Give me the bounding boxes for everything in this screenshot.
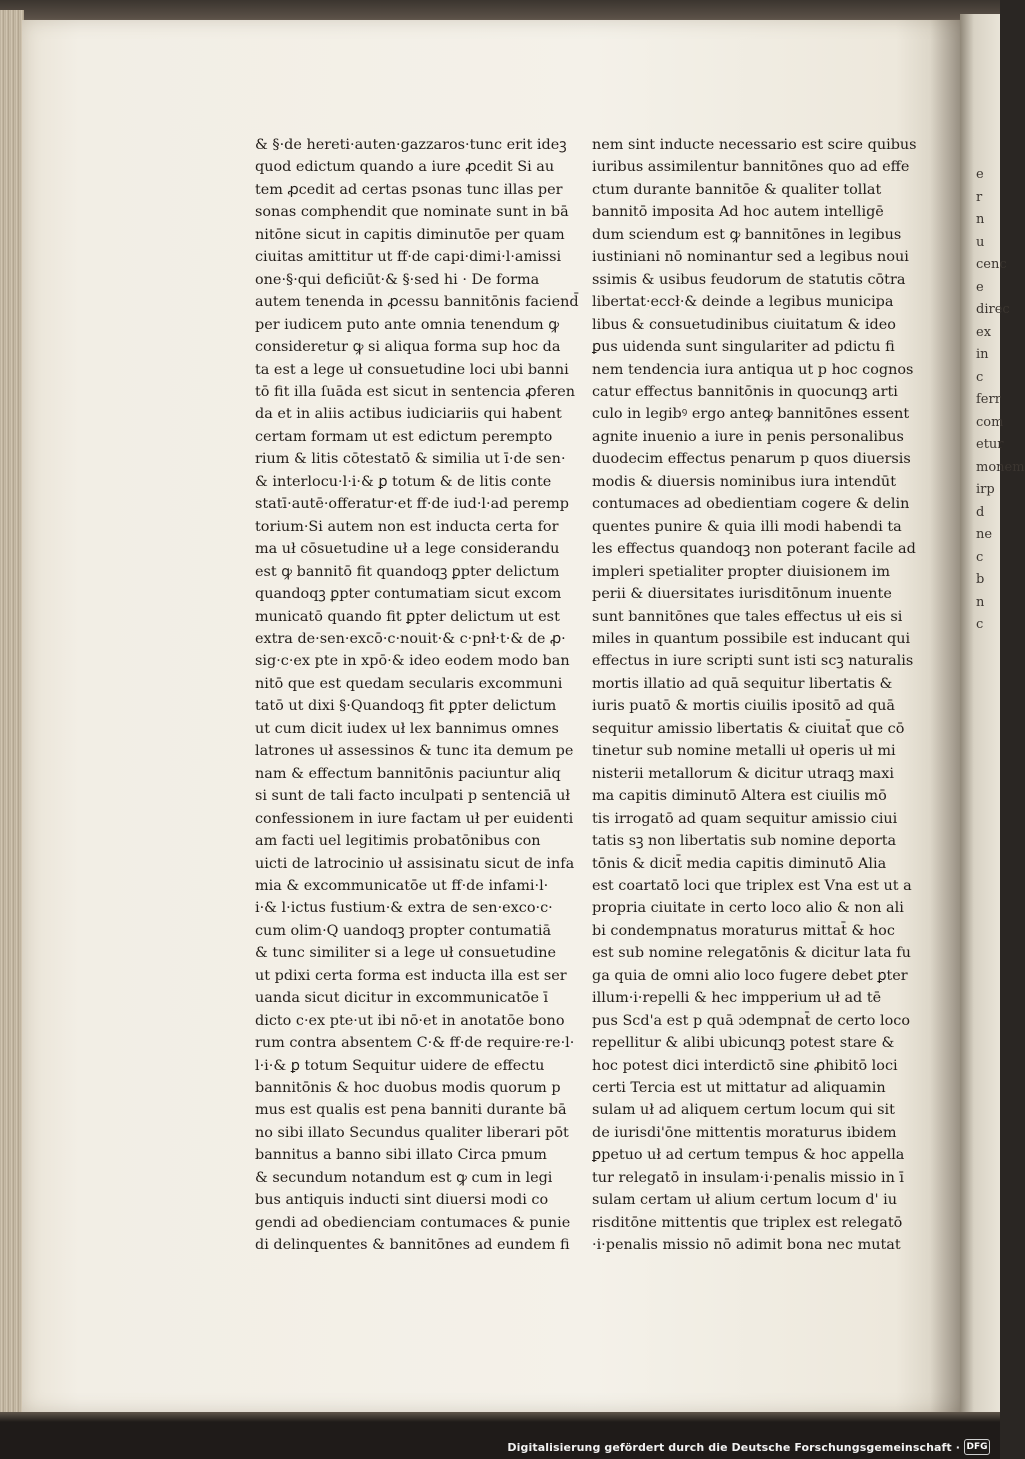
text-line: bus antiquis inducti sint diuersi modi co <box>255 1192 549 1209</box>
text-line: si sunt de tali facto inculpati p sentenciā uł <box>255 788 571 805</box>
text-line: i·& l·ictus fustium·& extra de sen·exco·c· <box>255 900 553 917</box>
text-line: sig·c·ex pte in xpō·& ideo eodem modo ban <box>255 653 570 670</box>
facing-text-fragment: e <box>976 167 984 182</box>
text-line: quandoqꝫ ꝑpter contumatiam sicut excom <box>255 586 562 603</box>
text-line: modis & diuersis nominibus iura intendūt <box>592 473 896 490</box>
text-line: tatō ut dixi §·Quandoqꝫ fit ꝑpter delictum <box>255 698 557 715</box>
text-line: extra de·sen·excō·c·nouit·& c·pnł·t·& de ꝓ· <box>255 630 566 647</box>
text-line: statī·autē·offeratur·et ff·de iud·l·ad peremp <box>255 496 569 513</box>
text-line: libus & consuetudinibus ciuitatum & ideo <box>592 316 896 333</box>
text-line: ꝑpetuo uł ad certum tempus & hoc appella <box>592 1147 905 1164</box>
text-line: nem tendencia iura antiqua ut p hoc cognos <box>592 361 914 378</box>
text-line: iustiniani nō nominantur sed a legibus noui <box>592 249 909 266</box>
text-line: & secundum notandum est ꝙ cum in legi <box>255 1169 553 1186</box>
facing-text-fragment: c <box>976 369 984 385</box>
text-line: rum contra absentem C·& ff·de require·re·l· <box>255 1035 575 1052</box>
text-line: ma uł cōsuetudine uł a lege considerandu <box>255 541 560 558</box>
text-line: nitō que est quedam secularis excommuni <box>255 675 563 692</box>
facing-page-edge <box>960 14 1025 1414</box>
text-line: tur relegatō in insulam·i·penalis missio in ī <box>592 1169 905 1186</box>
text-line: & tunc similiter si a lege uł consuetudine <box>255 945 556 962</box>
facing-text-fragment: n <box>976 212 985 227</box>
facing-text-fragment: etur <box>976 437 1004 452</box>
text-line: nem sint inducte necessario est scire quibus <box>592 137 917 153</box>
text-line: sulam uł ad aliquem certum locum qui sit <box>592 1102 895 1119</box>
text-line: iuris puatō & mortis ciuilis ipositō ad quā <box>592 698 895 715</box>
text-line: uanda sicut dicitur in excommunicatōe ī <box>255 990 549 1007</box>
text-line: ut cum dicit iudex uł lex bannimus omnes <box>255 720 559 737</box>
right-text-column <box>592 134 917 1257</box>
text-line: bi condempnatus moraturus mittat̄ & hoc <box>592 922 895 939</box>
text-line: est ꝙ bannitō fit quandoqꝫ ꝑpter delictum <box>255 563 560 580</box>
facing-text-fragment: direc <box>976 302 1010 317</box>
text-line: mia & excommunicatōe ut ff·de infami·l· <box>255 877 549 894</box>
text-line: latrones uł assessinos & tunc ita demum pe <box>255 743 574 760</box>
text-line: hoc potest dici interdictō sine ꝓhibitō loci <box>592 1057 898 1074</box>
text-line: & §·de hereti·auten·gazzaros·tunc erit ideꝫ <box>255 137 567 153</box>
text-line: tem ꝓcedit ad certas psonas tunc illas per <box>255 181 563 198</box>
text-line: ꝑus uidenda sunt singulariter ad pdictu fi <box>592 339 895 356</box>
funding-credit: Digitalisierung gefördert durch die Deutsche Forschungsgemeinschaft · <box>507 1441 960 1454</box>
text-line: sonas comphendit que nominate sunt in bā <box>255 204 569 221</box>
text-line: tinetur sub nomine metalli uł operis uł mi <box>592 743 896 760</box>
facing-text-fragment: ne <box>976 527 993 542</box>
text-line: torium·Si autem non est inducta certa for <box>255 518 559 535</box>
text-line: bannitō imposita Ad hoc autem intelligē <box>592 204 884 221</box>
text-line: confessionem in iure factam uł per euidenti <box>255 810 574 827</box>
text-line: quod edictum quando a iure ꝓcedit Si au <box>255 159 555 176</box>
page-stack-edge <box>0 10 24 1415</box>
text-line: est sub nomine relegatōnis & dicitur lata fu <box>592 945 911 962</box>
text-line: nitōne sicut in capitis diminutōe per quam <box>255 226 565 243</box>
facing-text-fragment: b <box>976 572 985 587</box>
text-line: agnite inuenio a iure in penis personalibus <box>592 428 904 445</box>
text-line: certam formam ut est edictum perempto <box>255 428 553 445</box>
text-line: autem tenenda in ꝓcessu bannitōnis faciend̄ <box>255 294 579 311</box>
text-line: am facti uel legitimis probatōnibus con <box>255 833 541 850</box>
text-line: per iudicem puto ante omnia tenendum ꝙ <box>255 316 560 333</box>
text-line: uicti de latrocinio uł assisinatu sicut de infa <box>255 855 575 872</box>
text-line: da et in aliis actibus iudiciariis qui habent <box>255 406 562 423</box>
text-line: repellitur & alibi ubicunqꝫ potest stare & <box>592 1035 895 1052</box>
facing-text-fragment: in <box>976 347 989 362</box>
text-line: certi Tercia est ut mittatur ad aliquamin <box>592 1080 886 1097</box>
text-line: no sibi illato Secundus qualiter liberari pōt <box>255 1124 569 1141</box>
text-line: consideretur ꝙ si aliqua forma sup hoc da <box>255 339 561 356</box>
facing-text-fragment: c <box>976 617 984 632</box>
text-line: impleri spetialiter propter diuisionem im <box>592 563 890 580</box>
text-line: ma capitis diminutō Altera est ciuilis mō <box>592 788 887 805</box>
text-line: gendi ad obedienciam contumaces & punie <box>255 1214 571 1231</box>
text-line: sunt bannitōnes que tales effectus uł eis si <box>592 608 903 625</box>
text-line: ctum durante bannitōe & qualiter tollat <box>592 181 882 198</box>
text-line: libertat·eccł·& deinde a legibus municipa <box>592 294 894 311</box>
facing-text-fragment: com <box>976 414 1004 430</box>
text-line: contumaces ad obedientiam cogere & delin <box>592 496 910 513</box>
text-line: culo in legibꝰ ergo anteꝙ bannitōnes essent <box>592 406 910 423</box>
text-line: dum sciendum est ꝙ bannitōnes in legibus <box>592 226 902 243</box>
facing-text-fragment: c <box>976 549 984 565</box>
text-line: cum olim·Q uandoqꝫ propter contumatiā <box>255 922 552 939</box>
text-line: tatis sꝫ non libertatis sub nomine deporta <box>592 833 897 850</box>
text-line: risditōne mittentis que triplex est relegatō <box>592 1214 903 1231</box>
text-line: illum·i·repelli & hec impperium uł ad tē <box>592 990 882 1007</box>
text-line: l·i·& ꝑ totum Sequitur uidere de effectu <box>255 1057 545 1074</box>
facing-text-fragment: cenc <box>976 257 1007 272</box>
text-line: ssimis & usibus feudorum de statutis cōtra <box>592 271 906 288</box>
text-line: propria ciuitate in certo loco alio & non ali <box>592 900 904 917</box>
text-line: tis irrogatō ad quam sequitur amissio ciui <box>592 810 898 827</box>
facing-text-fragment: irp <box>976 482 995 497</box>
text-line: dicto c·ex pte·ut ibi nō·et in anotatōe bono <box>255 1012 565 1029</box>
facing-page-text <box>960 14 1025 637</box>
facing-text-fragment: d <box>976 504 985 520</box>
text-line: ga quia de omni alio loco fugere debet ꝑter <box>592 967 908 984</box>
text-line: one·§·qui deficiūt·& §·sed hi · De forma <box>255 271 540 288</box>
text-line: ·i·penalis missio nō adimit bona nec mutat <box>592 1237 901 1254</box>
text-line: est coartatō loci que triplex est Vna est ut a <box>592 877 912 894</box>
facing-text-fragment: u <box>976 234 985 250</box>
text-line: ta est a lege uł consuetudine loci ubi banni <box>255 361 569 378</box>
text-line: miles in quantum possibile est inducant qui <box>592 630 911 647</box>
text-line: bannitōnis & hoc duobus modis quorum p <box>255 1080 561 1097</box>
text-line: perii & diuersitates iurisditōnum inuente <box>592 586 892 603</box>
left-text-column <box>255 134 579 1257</box>
text-line: tō fit illa ſuāda est sicut in sentencia ꝓferen <box>255 383 576 400</box>
dfg-logo: DFG <box>964 1439 990 1455</box>
text-line: rium & litis cōtestatō & similia ut ī·de sen· <box>255 451 566 468</box>
facing-text-fragment: n <box>976 594 985 610</box>
text-line: sequitur amissio libertatis & ciuitat̄ que cō <box>592 720 905 737</box>
text-line: de iurisdi'ōne mittentis moraturus ibidem <box>592 1124 897 1141</box>
text-line: municatō quando fit ꝑpter delictum ut est <box>255 608 560 625</box>
facing-text-fragment: ferr <box>976 392 1001 407</box>
text-line: duodecim effectus penarum p quos diuersis <box>592 451 911 468</box>
text-line: & interlocu·l·i·& ꝑ totum & de litis conte <box>255 473 552 490</box>
facing-text-fragment: ex <box>976 324 992 340</box>
text-line: nisterii metallorum & dicitur utraqꝫ maxi <box>592 765 894 782</box>
facing-text-fragment: r <box>976 189 983 205</box>
facing-text-fragment: monem <box>976 459 1025 475</box>
text-line: les effectus quandoqꝫ non poterant facile ad <box>592 541 916 558</box>
text-line: iuribus assimilentur bannitōnes quo ad effe <box>592 159 910 176</box>
text-line: pus Scd'a est p quā ɔdempnat̄ de certo loco <box>592 1012 910 1029</box>
text-line: nam & effectum bannitōnis paciuntur aliq <box>255 765 561 782</box>
text-line: di delinquentes & bannitōnes ad eundem fi <box>255 1237 570 1254</box>
text-line: mus est qualis est pena banniti durante bā <box>255 1102 567 1119</box>
text-line: quentes punire & quia illi modi habendi ta <box>592 518 902 535</box>
text-line: effectus in iure scripti sunt isti scꝫ naturalis <box>592 653 914 670</box>
text-line: mortis illatio ad quā sequitur libertatis & <box>592 675 893 692</box>
text-line: sulam certam uł alium certum locum d' iu <box>592 1192 898 1209</box>
facing-text-fragment: e <box>976 279 984 295</box>
text-line: tōnis & dicit̄ media capitis diminutō Alia <box>592 855 887 872</box>
text-line: ciuitas amittitur ut ff·de capi·dimi·l·amissi <box>255 249 562 266</box>
text-line: bannitus a banno sibi illato Circa pmum <box>255 1147 547 1164</box>
text-line: catur effectus bannitōnis in quocunqꝫ arti <box>592 383 898 400</box>
text-line: ut pdixi certa forma est inducta illa est ser <box>255 967 567 984</box>
